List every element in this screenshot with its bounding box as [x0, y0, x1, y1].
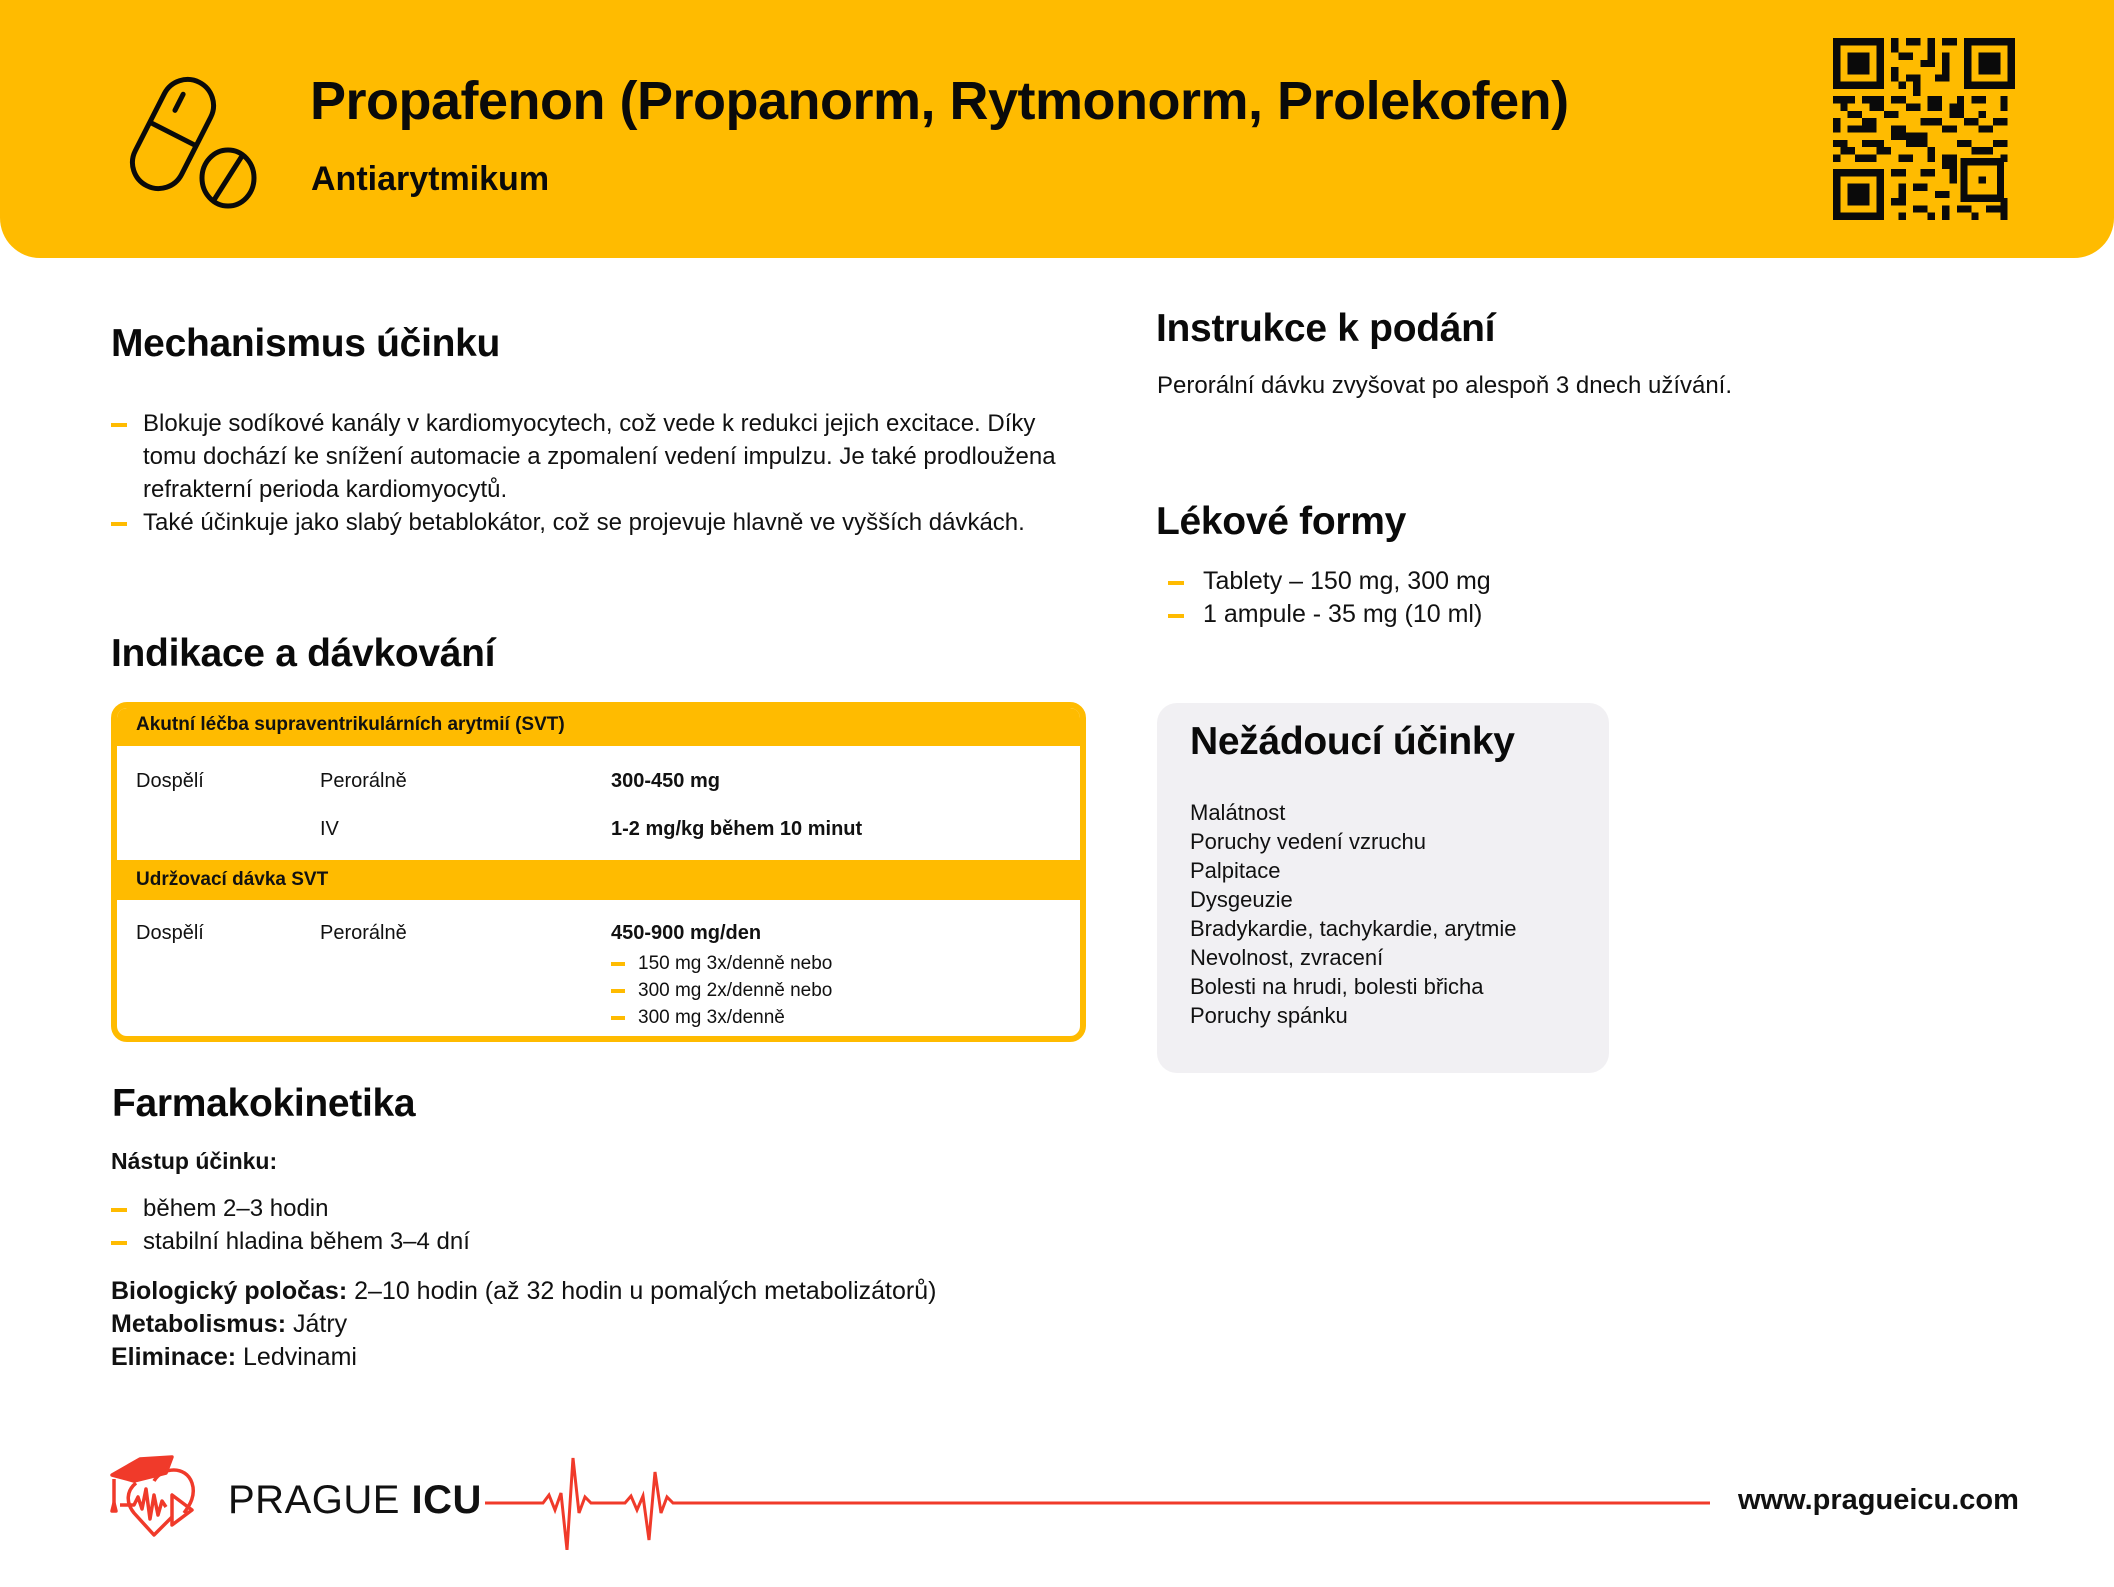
list-item: 150 mg 3x/denně nebo: [611, 950, 832, 977]
adverse-list: [1190, 798, 1516, 1030]
forms-heading: Lékové formy: [1156, 500, 1406, 543]
adverse-heading: Nežádoucí účinky: [1190, 720, 1515, 763]
indications-heading: Indikace a dávkování: [111, 632, 496, 675]
administration-text: Perorální dávku zvyšovat po alespoň 3 dnech užívání.: [1157, 372, 1733, 399]
list-item: Malátnost: [1190, 800, 1286, 825]
list-item: Poruchy spánku: [1190, 1003, 1348, 1028]
list-item: Také účinkuje jako slabý betablokátor, což se projevuje hlavně ve vyšších dávkách.: [111, 506, 1061, 539]
metabolism-label: Metabolismus:: [111, 1310, 287, 1338]
dosing-group-header: Akutní léčba supraventrikulárních arytmií (SVT): [117, 708, 1080, 746]
population-cell: Dospělí: [136, 770, 204, 792]
half-life-label: Biologický poločas:: [111, 1277, 348, 1305]
mechanism-heading: Mechanismus účinku: [111, 322, 501, 365]
list-item: Poruchy vedení vzruchu: [1190, 829, 1427, 854]
metabolism-line: [111, 1310, 347, 1339]
list-item: 300 mg 2x/denně nebo: [611, 977, 832, 1004]
list-item: během 2–3 hodin: [111, 1192, 1011, 1225]
list-item: Bradykardie, tachykardie, arytmie: [1190, 916, 1517, 941]
route-cell: Perorálně: [320, 922, 407, 944]
list-item: stabilní hladina během 3–4 dní: [111, 1225, 1011, 1258]
list-item: 1 ampule - 35 mg (10 ml): [1168, 598, 1768, 631]
prague-icu-logo-icon[interactable]: [110, 1455, 215, 1545]
metabolism-value: Játry: [286, 1310, 348, 1338]
dose-cell: 450-900 mg/den: [611, 922, 762, 944]
list-item: Bolesti na hrudi, bolesti břicha: [1190, 974, 1484, 999]
pill-icon: [118, 72, 268, 212]
brand-name: [228, 1478, 482, 1523]
route-cell: Perorálně: [320, 770, 407, 792]
list-item: Nevolnost, zvracení: [1190, 945, 1384, 970]
population-cell: Dospělí: [136, 922, 204, 944]
page-subtitle: Antiarytmikum: [311, 160, 550, 198]
list-item: Dysgeuzie: [1190, 887, 1293, 912]
dose-cell: 1-2 mg/kg během 10 minut: [611, 818, 863, 840]
route-cell: IV: [320, 818, 339, 840]
administration-heading: Instrukce k podání: [1156, 307, 1496, 350]
elimination-label: Eliminace:: [111, 1343, 237, 1371]
website-link[interactable]: www.pragueicu.com: [1738, 1484, 2019, 1516]
dosing-table: [111, 702, 1086, 1042]
ecg-line-icon: [485, 1450, 1710, 1550]
dose-options-list: [611, 950, 832, 1031]
qr-code-icon[interactable]: [1832, 38, 2016, 220]
list-item: Palpitace: [1190, 858, 1281, 883]
half-life-line: [111, 1277, 936, 1306]
onset-label: Nástup účinku:: [111, 1148, 278, 1174]
brand-bold: ICU: [411, 1478, 482, 1522]
brand-light: PRAGUE: [228, 1478, 412, 1522]
dose-cell: 300-450 mg: [611, 770, 720, 792]
header-banner: [0, 0, 2114, 258]
list-item: Tablety – 150 mg, 300 mg: [1168, 565, 1768, 598]
elimination-value: Ledvinami: [236, 1343, 357, 1371]
half-life-value: 2–10 hodin (až 32 hodin u pomalých metabolizátorů): [347, 1277, 937, 1305]
table-row: [117, 900, 1080, 1040]
page-title: Propafenon (Propanorm, Rytmonorm, Prolekofen): [310, 71, 1569, 131]
forms-list: [1168, 565, 1768, 631]
mechanism-list: [111, 407, 1061, 539]
pharmacokinetics-heading: Farmakokinetika: [112, 1082, 416, 1125]
dosing-group-header: Udržovací dávka SVT: [117, 860, 1080, 900]
list-item: 300 mg 3x/denně: [611, 1004, 832, 1031]
list-item: Blokuje sodíkové kanály v kardiomyocytech, což vede k redukci jejich excitace. Díky tomu dochází ke snížení automacie a zpomalení vedení impulzu. Je také prodloužena refrakterní perioda kardiomyocytů.: [111, 407, 1061, 506]
table-row: [117, 746, 1080, 860]
onset-list: [111, 1192, 1011, 1258]
elimination-line: [111, 1343, 357, 1372]
